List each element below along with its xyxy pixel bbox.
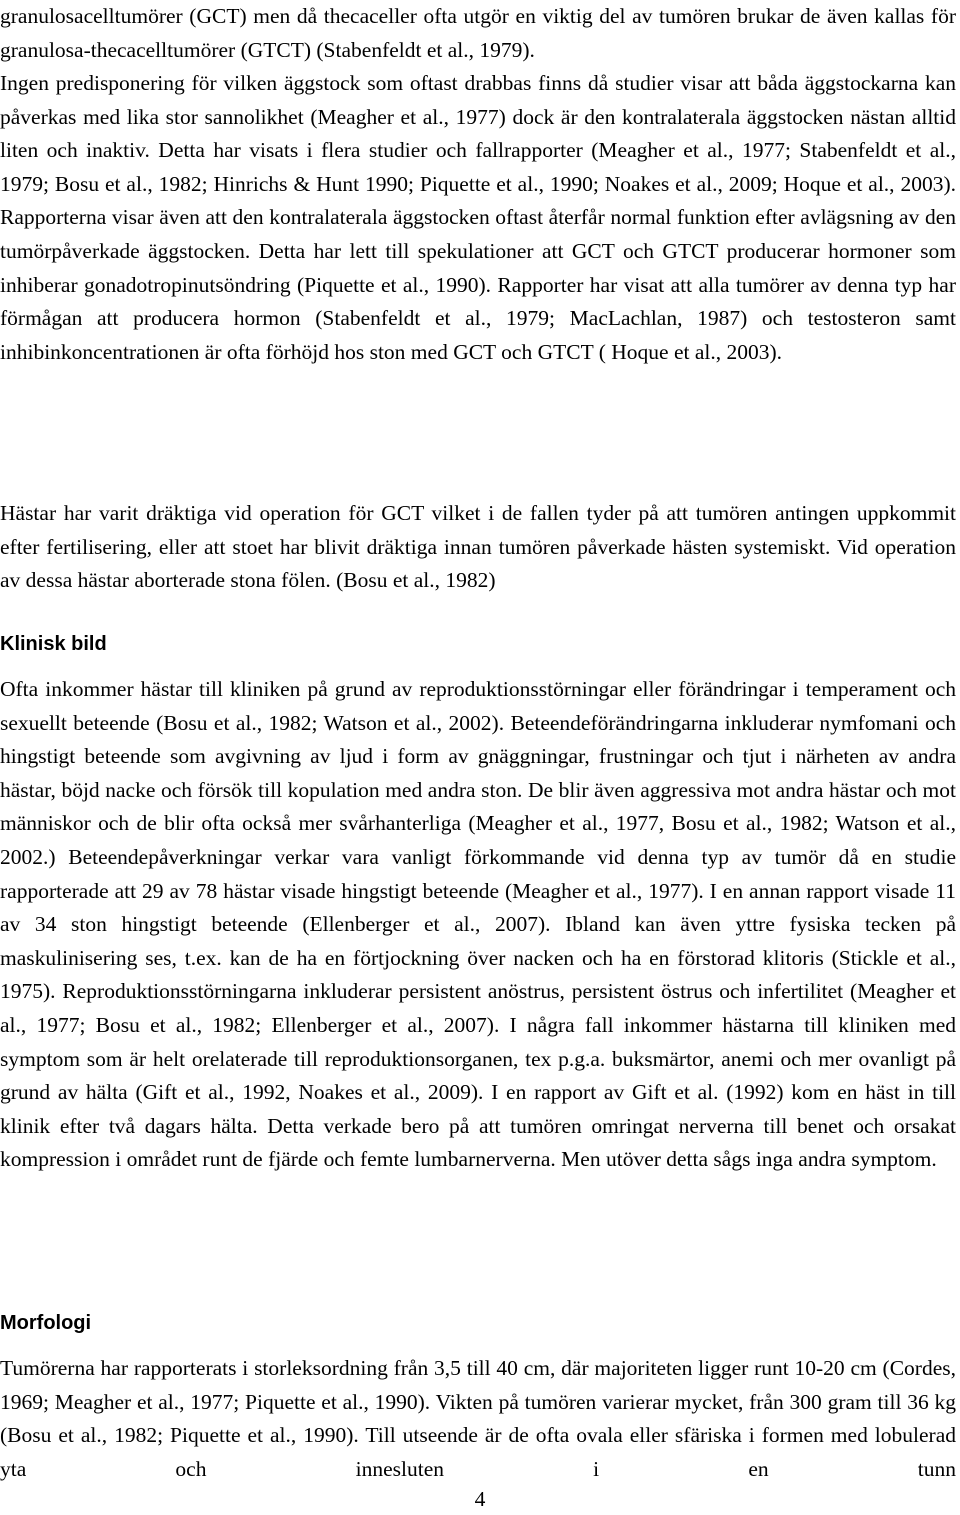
paragraph-morphology: Tumörerna har rapporterats i storleksordning från 3,5 till 40 cm, där majoriteten ligger runt 10-20 cm (Cordes, 1969; Meagher et al., 1977; Piquette et al., 1990). Vikten på tumören varierar mycket, från 300 gram till 36 kg (Bosu et al., 1982; Piquette et al., 1990). Till utseende är de ofta ovala eller sfäriska i formen med lobulerad yta och innesluten i en tunn <box>0 1356 956 1481</box>
paragraph-clinical-signs: Ofta inkommer hästar till kliniken på grund av reproduktionsstörningar eller förändringar i temperament och sexuellt beteende (Bosu et al., 1982; Watson et al., 2002). Beteendeförändringarna inkluderar nymfomani och hingstigt beteende som avgivning av ljud i form av gnäggningar, frustningar och tjut i närheten av andra hästar, böjd nacke och försök till kopulation med andra ston. De blir även aggressiva mot andra hästar och mot människor och de blir ofta också mer svårhanterliga (Meagher et al., 1977, Bosu et al., 1982; Watson et al., 2002.) Beteendepåverkningar verkar vara vanligt förkommande vid denna typ av tumör då en studie rapporterade att 29 av 78 hästar visade hingstigt beteende (Meagher et al., 1977). I en annan rapport visade 11 av 34 ston hingstigt beteende (Ellenberger et al., 2007). Ibland kan även yttre fysiska tecken på maskulinisering ses, t.ex. kan de ha en förtjockning över nacken och ha en förstorad klitoris (Stickle et al., 1975). Reproduktionsstörningarna inkluderar persistent anöstrus, persistent östrus och infertilitet (Meagher et al., 1977; Bosu et al., 1982; Ellenberger et al., 2007). I några fall inkommer hästarna till kliniken med symptom som är helt orelaterade till reproduktionsorganen, tex p.g.a. buksmärtor, anemi och mer ovanligt på grund av hälta (Gift et al., 1992, Noakes et al., 2009). I en rapport av Gift et al. (1992) kom en häst in till klinik efter två dagars hälta. Detta verkade bero på att tumören omringat nerverna till benet och orsakat kompression i området runt de fjärde och femte lumbarnerverna. Men utöver detta sågs inga andra symptom. <box>0 677 956 1172</box>
paragraph-pregnant-horses: Hästar har varit dräktiga vid operation för GCT vilket i de fallen tyder på att tumören antingen uppkommit efter fertilisering, eller att stoet har blivit dräktiga innan tumören påverkade hästen systemiskt. Vid operation av dessa hästar aborterade stona fölen. (Bosu et al., 1982) <box>0 501 956 593</box>
page-number: 4 <box>474 1487 486 1511</box>
paragraph-gct-naming: granulosacelltumörer (GCT) men då thecaceller ofta utgör en viktig del av tumören brukar de även kallas för granulosa-thecacelltumörer (GTCT) (Stabenfeldt et al., 1979). <box>0 4 956 62</box>
section-heading-morfologi: Morfologi <box>0 1312 92 1334</box>
section-heading-klinisk-bild: Klinisk bild <box>0 633 107 655</box>
paragraph-ovary-predisposition: Ingen predisponering för vilken äggstock som oftast drabbas finns då studier visar att båda äggstockarna kan påverkas med lika stor sannolikhet (Meagher et al., 1977) dock är den kontralaterala äggstocken nästan alltid liten och inaktiv. Detta har visats i flera studier och fallrapporter (Meagher et al., 1977; Stabenfeldt et al., 1979; Bosu et al., 1982; Hinrichs & Hunt 1990; Piquette et al., 1990; Noakes et al., 2009; Hoque et al., 2003). Rapporterna visar även att den kontralaterala äggstocken oftast återfår normal funktion efter avlägsning av den tumörpåverkade äggstocken. Detta har lett till spekulationer att GCT och GTCT producerar hormoner som inhiberar gonadotropinutsöndring (Piquette et al., 1990). Rapporter har visat att alla tumörer av denna typ har förmågan att producera hormon (Stabenfeldt et al., 1979; MacLachlan, 1987) och testosteron samt inhibinkoncentrationen är ofta förhöjd hos ston med GCT och GTCT ( Hoque et al., 2003). <box>0 71 956 364</box>
